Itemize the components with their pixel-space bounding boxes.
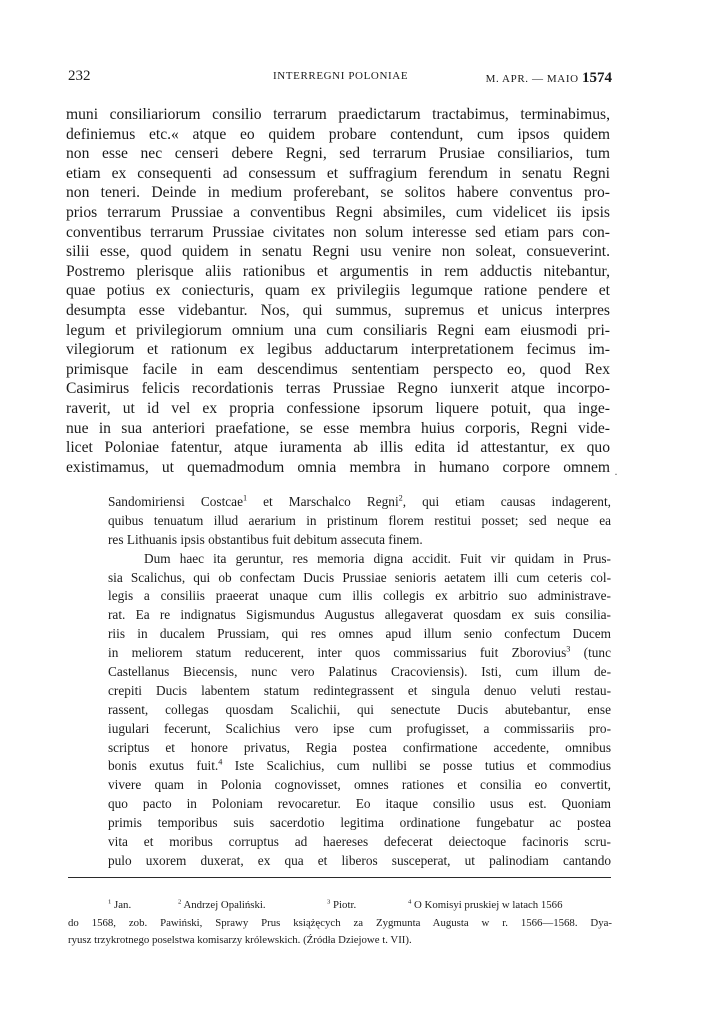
footnote-ref: 3	[566, 644, 571, 654]
footnote-line: ryusz trzykrotnego poselstwa komisarzy królewskich. (Źródła Dziejowe t. VII).	[68, 934, 412, 946]
footnote-ref: 4	[218, 758, 223, 768]
page-number: 232	[68, 68, 91, 84]
continuation-line: crepiti Ducis labentem statum redintegrassent et singula denuo veluti restau-	[108, 682, 611, 698]
continuation-line: rassent, collegas quosdam Scalichii, qui senectute Ducis abutebantur, ense	[108, 701, 611, 717]
text-line: legum et privilegiorum omnium una cum consiliaris Regni eam eiusmodi pri-	[66, 321, 610, 339]
footnote-row	[68, 897, 612, 915]
continuation-line: quibus tenuatum illud aerarium in pristinum florem restitui posset; sed neque ea	[108, 512, 611, 528]
continuation-line: scriptus et honore privatus, Regia postea confirmatione accedente, omnibus	[108, 739, 611, 755]
text-line: Casimirus felicis recordationis terras Prussiae Regno iunxerit atque incorpo-	[66, 380, 610, 398]
margin-mark: ·	[614, 467, 618, 481]
continuation-line: iugulari fecerunt, Scalichius vero ipse cum profugisset, a commissariis pro-	[108, 720, 611, 736]
continuation-line: quo pacto in Poloniam revocaretur. Eo itaque consilio usus est. Quoniam	[108, 796, 611, 812]
text-line: non esse nec censeri debere Regni, sed terrarum Prusiae consiliarios, tum	[66, 145, 610, 163]
footnote-2: $^2$ Andrzej Opaliński.	[178, 898, 266, 911]
continuation-line: sia Scalichus, qui ob confectam Ducis Prussiae senioris aetatem illi cum ceteris col-	[108, 569, 611, 585]
continuation-line: Dum haec ita geruntur, res memoria digna accidit. Fuit vir quidam in Prus-	[144, 550, 611, 566]
header-date	[486, 70, 612, 87]
text-line: silii esse, quod quidem in senatu Regni usu venire non soleat, consueverint.	[66, 243, 610, 261]
text-line: vilegiorum et rationum ex legibus adductarum interpretationem fecimus im-	[66, 341, 610, 359]
continuation-text	[108, 493, 611, 871]
page-header	[68, 66, 612, 88]
text-line: existimamus, ut quemadmodum omnia membra in humano corpore omnem	[66, 458, 610, 476]
main-text	[66, 105, 610, 477]
footnote-ref: 2	[398, 493, 403, 503]
text-line: muni consiliariorum consilio terrarum praedictarum tractabimus, terminabimus,	[66, 106, 610, 123]
continuation-line: riis in ducalem Prussiam, qui res omnes apud illum senio confectum Ducem	[108, 626, 611, 642]
header-date-months: M. APR. — MAIO	[485, 73, 579, 85]
continuation-line: res Lithuanis ipsis obstantibus fuit debitum assecuta finem.	[108, 531, 423, 547]
continuation-line: rat. Ea re indignatus Sigismundus Augustus allegaverat quosdam ex suis consilia-	[108, 607, 611, 623]
continuation-line: primis temporibus suis sacerdotio legitima ordinatione fungebatur ac postea	[108, 815, 611, 831]
footnote-3: $^3$ Piotr.	[327, 898, 357, 911]
footnote-1: $^1$ Jan.	[108, 898, 132, 911]
text-line: raverit, ut id vel ex propria confessione ipsorum liquere potuit, qua inge-	[66, 399, 610, 417]
footnote-ref: 1	[242, 493, 248, 503]
text-line: desumpta esse videbantur. Nos, qui summus, supremus et unicus interpres	[66, 301, 610, 319]
text-line: licet Poloniae fatentur, atque iuramenta ab illis edita id attestantur, ex quo	[66, 439, 610, 457]
continuation-line: in meliorem statum reducerent, inter quos commissarius fuit Zborovius$^3$ (tunc	[108, 644, 611, 661]
running-title: INTERREGNI POLONIAE	[273, 70, 409, 82]
text-line: Postremo plerisque aliis rationibus et argumentis in rem adductis nitebantur,	[66, 262, 610, 280]
text-line: etiam ex consequenti ad consessum et suffragium ferendum in senatu Regni	[66, 164, 610, 182]
continuation-line: bonis exutus fuit.$^4$ Iste Scalichius, cum nullibi se posse tutius et commodius	[108, 758, 611, 774]
footnotes	[68, 897, 612, 950]
continuation-line: vita et moribus corruptus ad haereses defecerat deiectoque facinoris scru-	[108, 834, 611, 850]
continuation-line: vivere quam in Polonia cognovisset, omnes rationes et consilia eo convertit,	[108, 777, 611, 793]
text-line: prios terrarum Prussiae a conventibus Regni absimiles, cum videlicet iis ipsis	[66, 203, 610, 221]
footnote-4: $^4$ O Komisyi pruskiej w latach 1566	[408, 898, 563, 911]
text-line: primisque facile in eam descendimus sententiam perspecto eo, quod Rex	[66, 360, 610, 378]
header-year: 1574	[582, 70, 612, 86]
text-line: nue in sua anteriori praefatione, se esse membra huius corporis, Regni vide-	[66, 419, 610, 437]
text-line: non teneri. Deinde in medium proferebant, se solitos habere conventus pro-	[66, 184, 610, 202]
continuation-line: legis a consiliis praeerat unaque cum illis collegis ex arbitrio suo administrave-	[108, 588, 611, 604]
text-line: conventibus terrarum Prussiae civitates non solum interesse sed etiam pars con-	[66, 223, 610, 241]
text-line: quae potius ex coniecturis, quam ex privilegiis legumque ratione pendere et	[66, 282, 610, 300]
continuation-line: pulo uxorem duxerat, ex qua et liberos susceperat, ut palinodiam cantando	[108, 852, 611, 868]
footnote-divider	[68, 877, 611, 878]
continuation-line: Castellanus Biecensis, nunc vero Palatinus Cracoviensis). Isti, cum illum de-	[108, 664, 611, 680]
footnote-line: do 1568, zob. Pawiński, Sprawy Prus książęcych za Zygmunta Augusta w r. 1566—1568. Dya-	[68, 916, 612, 929]
continuation-line: Sandomiriensi Costcae$^1$ et Marschalco Regni$^2$, qui etiam causas indagerent,	[108, 493, 611, 509]
text-line: definiemus etc.« atque eo quidem probare contendunt, cum ipsos quidem	[66, 125, 610, 143]
